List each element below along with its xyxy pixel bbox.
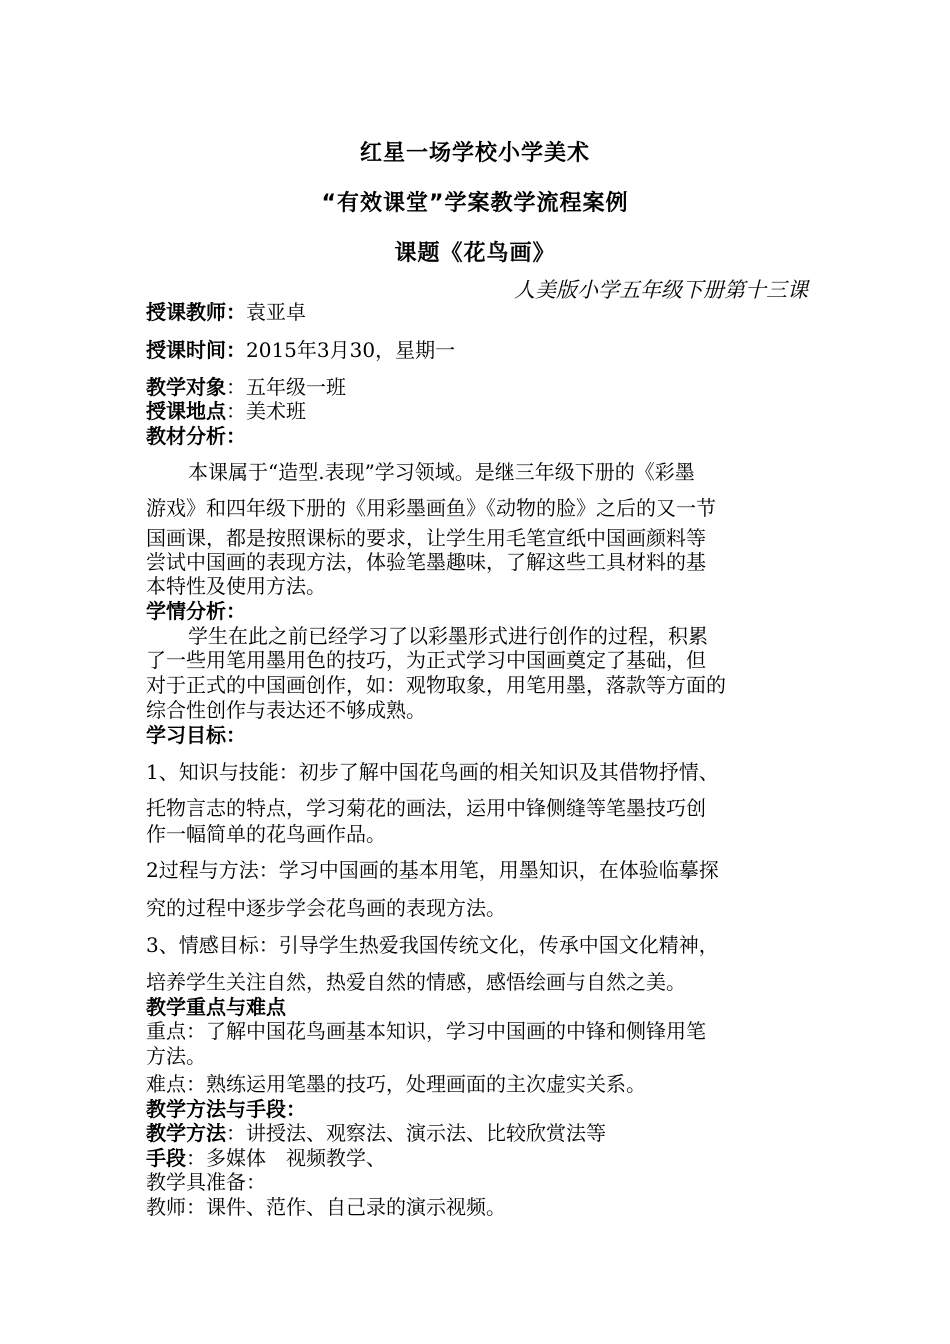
- place-label: 授课地点: [146, 399, 226, 423]
- learner-heading: 学情分析：: [146, 599, 246, 623]
- tools-line: 教学具准备：: [146, 1170, 266, 1194]
- keypoints-line: 难点：熟练运用笔墨的技巧，处理画面的主次虚实关系。: [146, 1072, 646, 1096]
- edition-subtitle: 人美版小学五年级下册第十三课: [514, 278, 808, 302]
- means-value: ：多媒体 视频教学、: [186, 1146, 386, 1170]
- method-label: 教学方法: [146, 1121, 226, 1145]
- method-value: ：讲授法、观察法、演示法、比较欣赏法等: [226, 1121, 606, 1145]
- keypoints-line: 方法。: [146, 1044, 206, 1068]
- learner-line: 学生在此之前已经学习了以彩墨形式进行创作的过程，积累: [188, 624, 708, 648]
- target-label: 教学对象: [146, 375, 226, 399]
- material-line: 本特性及使用方法。: [146, 574, 326, 598]
- place-value: ：美术班: [226, 399, 306, 423]
- means-label: 手段: [146, 1146, 186, 1170]
- methods-heading: 教学方法与手段：: [146, 1097, 306, 1121]
- learner-line: 综合性创作与表达还不够成熟。: [146, 698, 426, 722]
- goals-heading: 学习目标：: [146, 723, 246, 747]
- goals-line: 作一幅简单的花鸟画作品。: [146, 822, 386, 846]
- method-line: [146, 1121, 810, 1145]
- case-title: “有效课堂”学案教学流程案例: [321, 191, 629, 216]
- goals-line: 3、情感目标：引导学生热爱我国传统文化，传承中国文化精神，: [146, 933, 719, 957]
- teacher-value: 袁亚卓: [246, 300, 306, 324]
- goals-line: 培养学生关注自然，热爱自然的情感，感悟绘画与自然之美。: [146, 970, 686, 994]
- time-value: 2015年3月30，星期一: [246, 338, 456, 362]
- target-line: [146, 375, 810, 399]
- target-value: ：五年级一班: [226, 375, 346, 399]
- goals-line: 究的过程中逐步学会花鸟画的表现方法。: [146, 896, 506, 920]
- material-heading: 教材分析：: [146, 424, 246, 448]
- time-line: [146, 338, 810, 362]
- material-line: 国画课，都是按照课标的要求，让学生用毛笔宣纸中国画颜料等: [146, 526, 706, 550]
- teacher-label: 授课教师：: [146, 300, 246, 324]
- material-line: 尝试中国画的表现方法，体验笔墨趣味，了解这些工具材料的基: [146, 550, 706, 574]
- material-line: 游戏》和四年级下册的《用彩墨画鱼》《动物的脸》之后的又一节: [146, 496, 716, 520]
- time-label: 授课时间：: [146, 338, 246, 362]
- keypoints-heading: 教学重点与难点: [146, 995, 286, 1019]
- lesson-title: 课题《花鸟画》: [394, 241, 556, 266]
- learner-line: 了一些用笔用墨用色的技巧，为正式学习中国画奠定了基础，但: [146, 648, 706, 672]
- goals-line: 1、知识与技能：初步了解中国花鸟画的相关知识及其借物抒情、: [146, 760, 719, 784]
- goals-line: 2过程与方法：学习中国画的基本用笔，用墨知识，在体验临摹探: [146, 858, 719, 882]
- school-title: 红星一场学校小学美术: [359, 141, 590, 166]
- teacher-materials-line: 教师：课件、范作、自己录的演示视频。: [146, 1195, 506, 1219]
- learner-line: 对于正式的中国画创作，如：观物取象，用笔用墨，落款等方面的: [146, 673, 726, 697]
- material-line: 本课属于“造型.表现”学习领域。是继三年级下册的《彩墨: [188, 460, 695, 484]
- means-line: [146, 1146, 810, 1170]
- keypoints-line: 重点：了解中国花鸟画基本知识，学习中国画的中锋和侧锋用笔: [146, 1019, 706, 1043]
- place-line: [146, 399, 810, 423]
- goals-line: 托物言志的特点，学习菊花的画法，运用中锋侧缝等笔墨技巧创: [146, 796, 706, 820]
- teacher-line: [146, 300, 810, 324]
